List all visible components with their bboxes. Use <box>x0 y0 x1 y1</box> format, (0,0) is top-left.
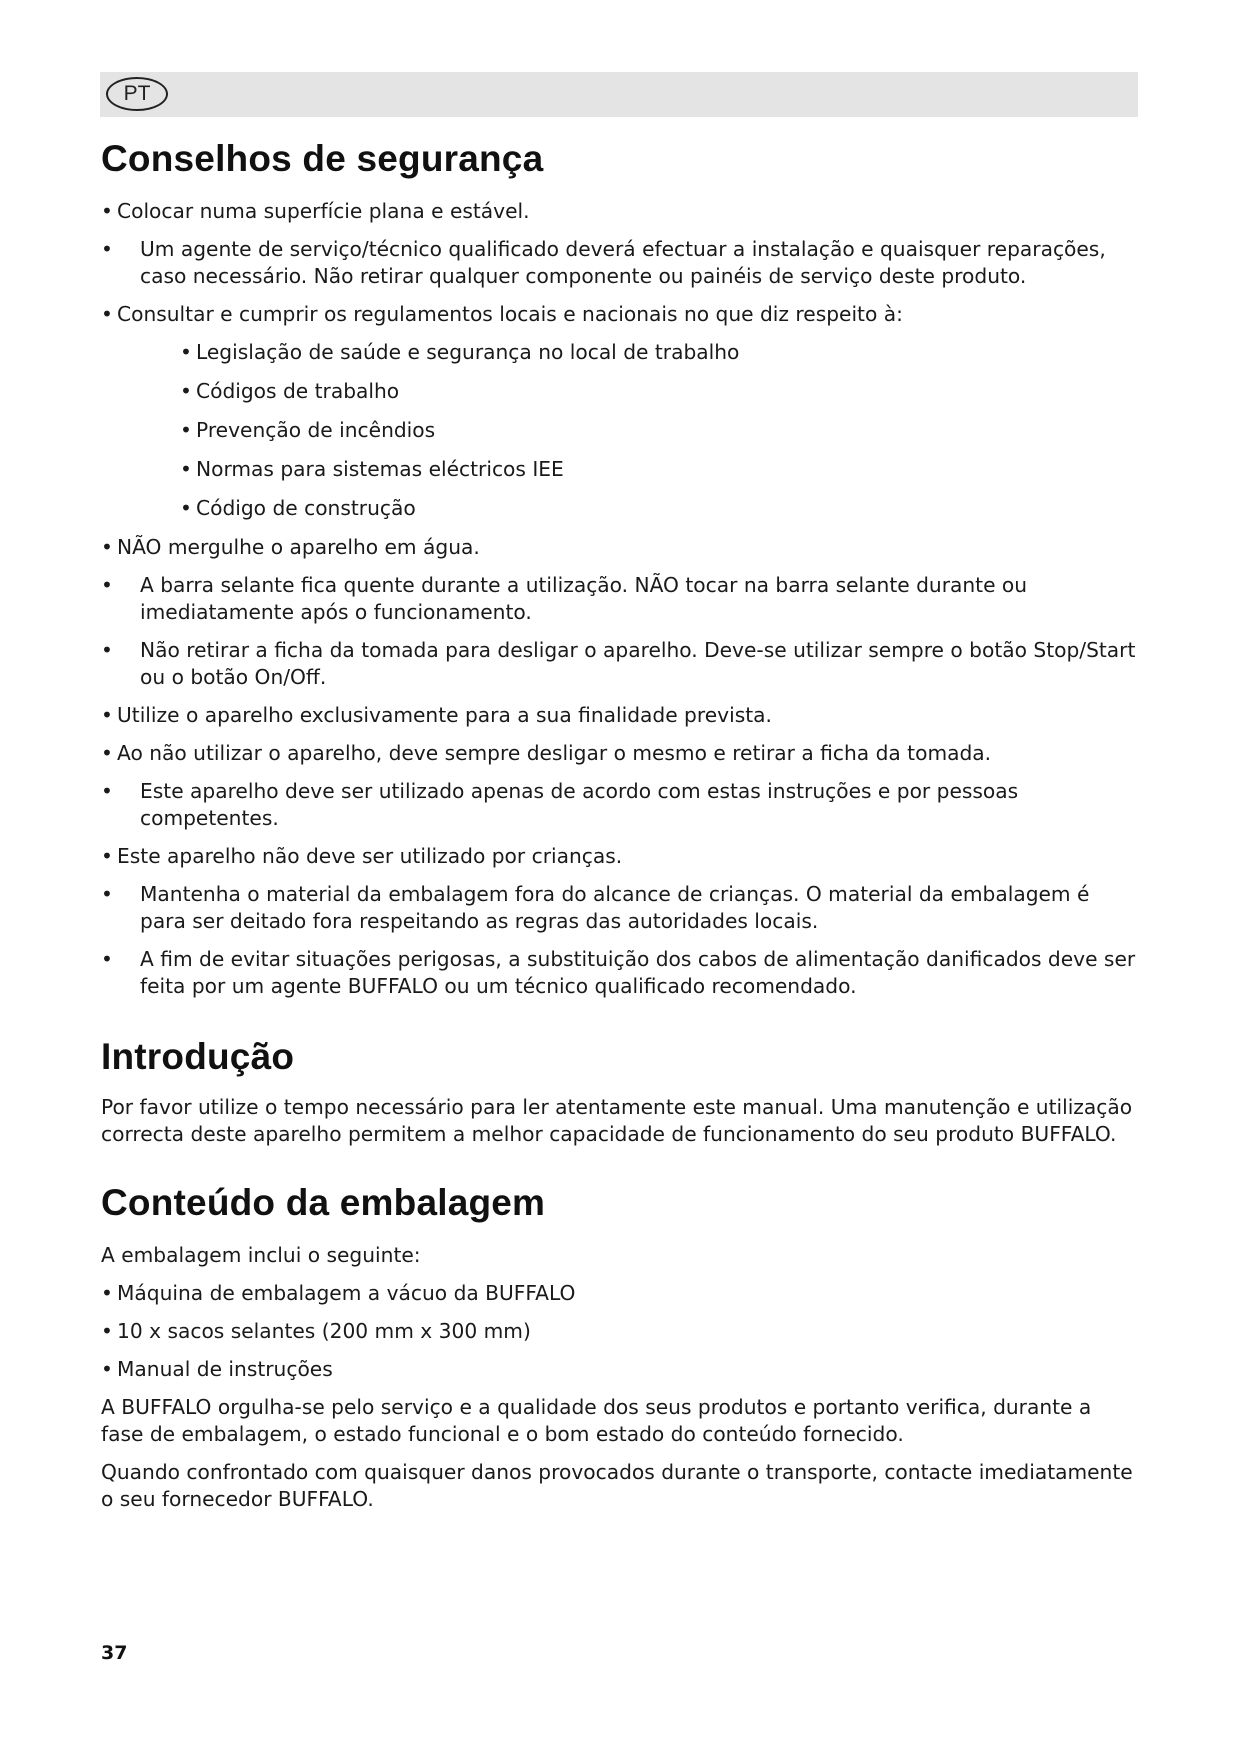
contents-item: • 10 x sacos selantes (200 mm x 300 mm) <box>101 1318 1139 1345</box>
language-header-bar <box>100 72 1138 117</box>
intro-title: Introdução <box>101 1036 295 1077</box>
safety-item: • Um agente de serviço/técnico qualificado deverá efectuar a instalação e quaisquer reparações, caso necessário. Não retirar qualquer componente ou painéis de serviço deste produto. <box>101 236 1139 290</box>
safety-item: • Não retirar a ficha da tomada para desligar o aparelho. Deve-se utilizar sempre o botão Stop/Start ou o botão On/Off. <box>101 637 1139 691</box>
safety-list <box>101 198 1139 1000</box>
safety-item: • A fim de evitar situações perigosas, a substituição dos cabos de alimentação danificados deve ser feita por um agente BUFFALO ou um técnico qualificado recomendado. <box>101 946 1139 1000</box>
contents-list <box>101 1280 1139 1383</box>
contents-paragraph: Quando confrontado com quaisquer danos provocados durante o transporte, contacte imediatamente o seu fornecedor BUFFALO. <box>101 1460 1133 1511</box>
safety-subitem: • Código de construção <box>101 495 1139 522</box>
safety-title: Conselhos de segurança <box>101 138 544 179</box>
safety-item: • Utilize o aparelho exclusivamente para a sua finalidade prevista. <box>101 702 1139 729</box>
contents-item: • Manual de instruções <box>101 1356 1139 1383</box>
intro-text: Por favor utilize o tempo necessário para ler atentamente este manual. Uma manutenção e utilização correcta deste aparelho permitem a melhor capacidade de funcionamento do seu produto BUFFALO. <box>101 1095 1133 1146</box>
safety-item: • Este aparelho deve ser utilizado apenas de acordo com estas instruções e por pessoas competentes. <box>101 778 1139 832</box>
safety-item: • A barra selante fica quente durante a utilização. NÃO tocar na barra selante durante ou imediatamente após o funcionamento. <box>101 572 1139 626</box>
safety-subitem: • Códigos de trabalho <box>101 378 1139 405</box>
page-number: 37 <box>101 1642 128 1664</box>
safety-item: • NÃO mergulhe o aparelho em água. <box>101 534 1139 561</box>
safety-subitem: • Prevenção de incêndios <box>101 417 1139 444</box>
safety-item: • Ao não utilizar o aparelho, deve sempre desligar o mesmo e retirar a ficha da tomada. <box>101 740 1139 767</box>
contents-lead: A embalagem inclui o seguinte: <box>101 1243 421 1267</box>
contents-paragraph: A BUFFALO orgulha-se pelo serviço e a qualidade dos seus produtos e portanto verifica, durante a fase de embalagem, o estado funcional e o bom estado do conteúdo fornecido. <box>101 1395 1092 1446</box>
safety-item: • Consultar e cumprir os regulamentos locais e nacionais no que diz respeito à: <box>101 301 1139 328</box>
safety-item: • Este aparelho não deve ser utilizado por crianças. <box>101 843 1139 870</box>
safety-item: • Colocar numa superfície plana e estável. <box>101 198 1139 225</box>
safety-item: • Mantenha o material da embalagem fora do alcance de crianças. O material da embalagem é para ser deitado fora respeitando as regras das autoridades locais. <box>101 881 1139 935</box>
contents-item: • Máquina de embalagem a vácuo da BUFFALO <box>101 1280 1139 1307</box>
contents-title: Conteúdo da embalagem <box>101 1182 546 1223</box>
language-badge: PT <box>106 77 168 111</box>
page-content <box>101 138 1139 1513</box>
safety-subitem: • Legislação de saúde e segurança no local de trabalho <box>101 339 1139 366</box>
safety-subitem: • Normas para sistemas eléctricos IEE <box>101 456 1139 483</box>
